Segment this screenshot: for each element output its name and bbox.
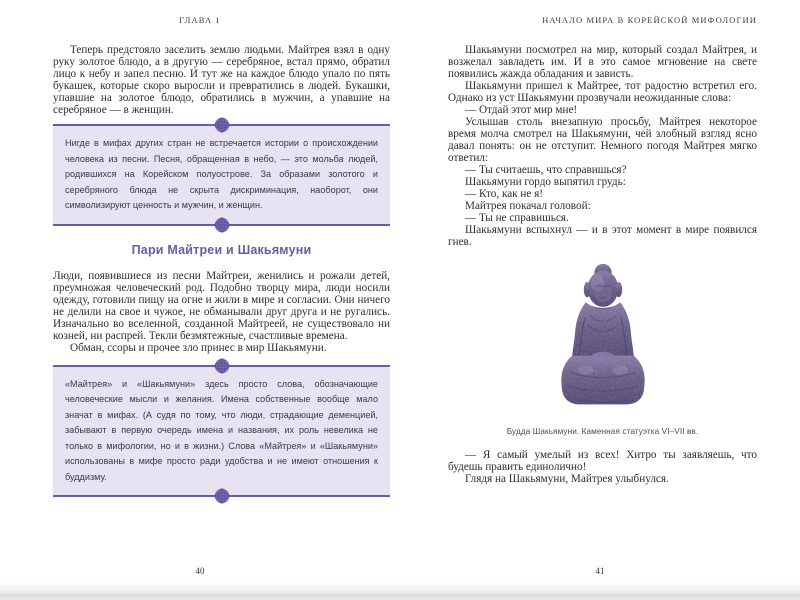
page-number-right: 41: [595, 566, 605, 576]
figure-caption: Будда Шакьямуни. Каменная статуэтка VI–VII вв.: [506, 427, 699, 436]
body-paragraph: Услышав столь внезапную просьбу, Майтрея некоторое время молча смотрел на Шакьямуни, чей злобный взгляд ясно давал понять: он не отступит. Немного погодя Майтрея мягко ответил:: [448, 116, 757, 164]
globe-ornament-icon: [214, 117, 230, 133]
dialogue-line: — Ты не справишься.: [465, 212, 569, 224]
dialogue-line: — Отдай этот мир мне!: [465, 104, 578, 116]
info-box-text: Нигде в мифах других стран не встречается истории о происхождении человека из песни. Песня, обращенная в небо, — это мольба людей, родившихся на Корейском полуострове. За образами золотого и серебряного блюда не скрыта дискриминация, наоборот, они символизируют ценность и мужчин, и женщин.: [65, 138, 378, 210]
buddha-statuette-image: [557, 260, 649, 413]
body-paragraph: Люди, появившиеся из песни Майтреи, женились и рожали детей, преумножая человеческий род. Подобно творцу мира, люди носили одежду, готовили пищу на огне и жили в мире и согласии. Они ничего не делили на свое и чужое, не обманывали друг друга и не ругались. Изначально во вселенной, созданной Майтреей, не существовало ни козней, ни распрей. Текли безмятежные, счастливые времена.: [53, 269, 390, 342]
globe-ornament-icon: [214, 358, 230, 374]
body-paragraph: Теперь предстояло заселить землю людьми. Майтрея взял в одну руку золотое блюдо, а в другую — серебряное, встал прямо, обратил лицо к небу и запел песню. И тут же на каждое блюдо упало по пять букашек, которые скоро выросли и превратились в людей. Букашки, упавшие на золотое блюдо, обратились в мужчин, а упавшие на серебряное — в женщин.: [53, 44, 390, 116]
body-paragraph: Майтрея покачал головой:: [465, 200, 591, 212]
body-paragraph: Шакьямуни пришел к Майтрее, тот радостно встретил его. Однако из уст Шакьямуни прозвучали неожиданные слова:: [448, 80, 757, 104]
dialogue-line: — Ты считаешь, что справишься?: [465, 164, 627, 176]
info-box-names-note: [53, 365, 390, 498]
globe-ornament-icon: [214, 488, 230, 504]
body-paragraph: Шакьямуни вспыхнул — и в этот момент в мире появился гнев.: [448, 224, 757, 248]
dialogue-line: — Кто, как не я!: [465, 188, 544, 200]
buddha-figure: [448, 260, 757, 436]
dialogue-line: — Я самый умелый из всех! Хитро ты заявляешь, что будешь править единолично!: [448, 449, 757, 473]
page-right: [400, 0, 800, 600]
info-box-text: «Майтрея» и «Шакьямуни» здесь просто слова, обозначающие человеческие мысли и желания. Имена собственные вообще мало значат в мифах. (А судя по тому, что люди, страдающие деменцией, забывают в первую очередь имена и названия, их роль невелика не только в мифологии, но и в жизни.) Слова «Майтрея» и «Шакьямуни» использованы в мифе просто ради удобства и не имеют отношения к буддизму.: [65, 378, 378, 482]
body-paragraph: Шакьямуни посмотрел на мир, который создал Майтрея, и возжелал завладеть им. И в это самое мгновение на свете появились жажда обладания и зависть.: [448, 44, 757, 80]
page-number-left: 40: [195, 566, 205, 576]
left-text-column: [53, 44, 390, 497]
body-paragraph: Глядя на Шакьямуни, Майтрея улыбнулся.: [465, 473, 669, 485]
body-paragraph: Обман, ссоры и прочее зло принес в мир Шакьямуни.: [70, 341, 327, 354]
running-head-section: НАЧАЛО МИРА В КОРЕЙСКОЙ МИФОЛОГИИ: [542, 15, 757, 25]
right-text-column: [448, 44, 757, 485]
section-heading: Пари Майтреи и Шакьямуни: [131, 242, 312, 257]
globe-ornament-icon: [214, 217, 230, 233]
info-box-myth-note: [53, 124, 390, 226]
running-head-chapter: ГЛАВА 1: [179, 15, 221, 25]
body-paragraph: Шакьямуни гордо выпятил грудь:: [465, 176, 626, 188]
